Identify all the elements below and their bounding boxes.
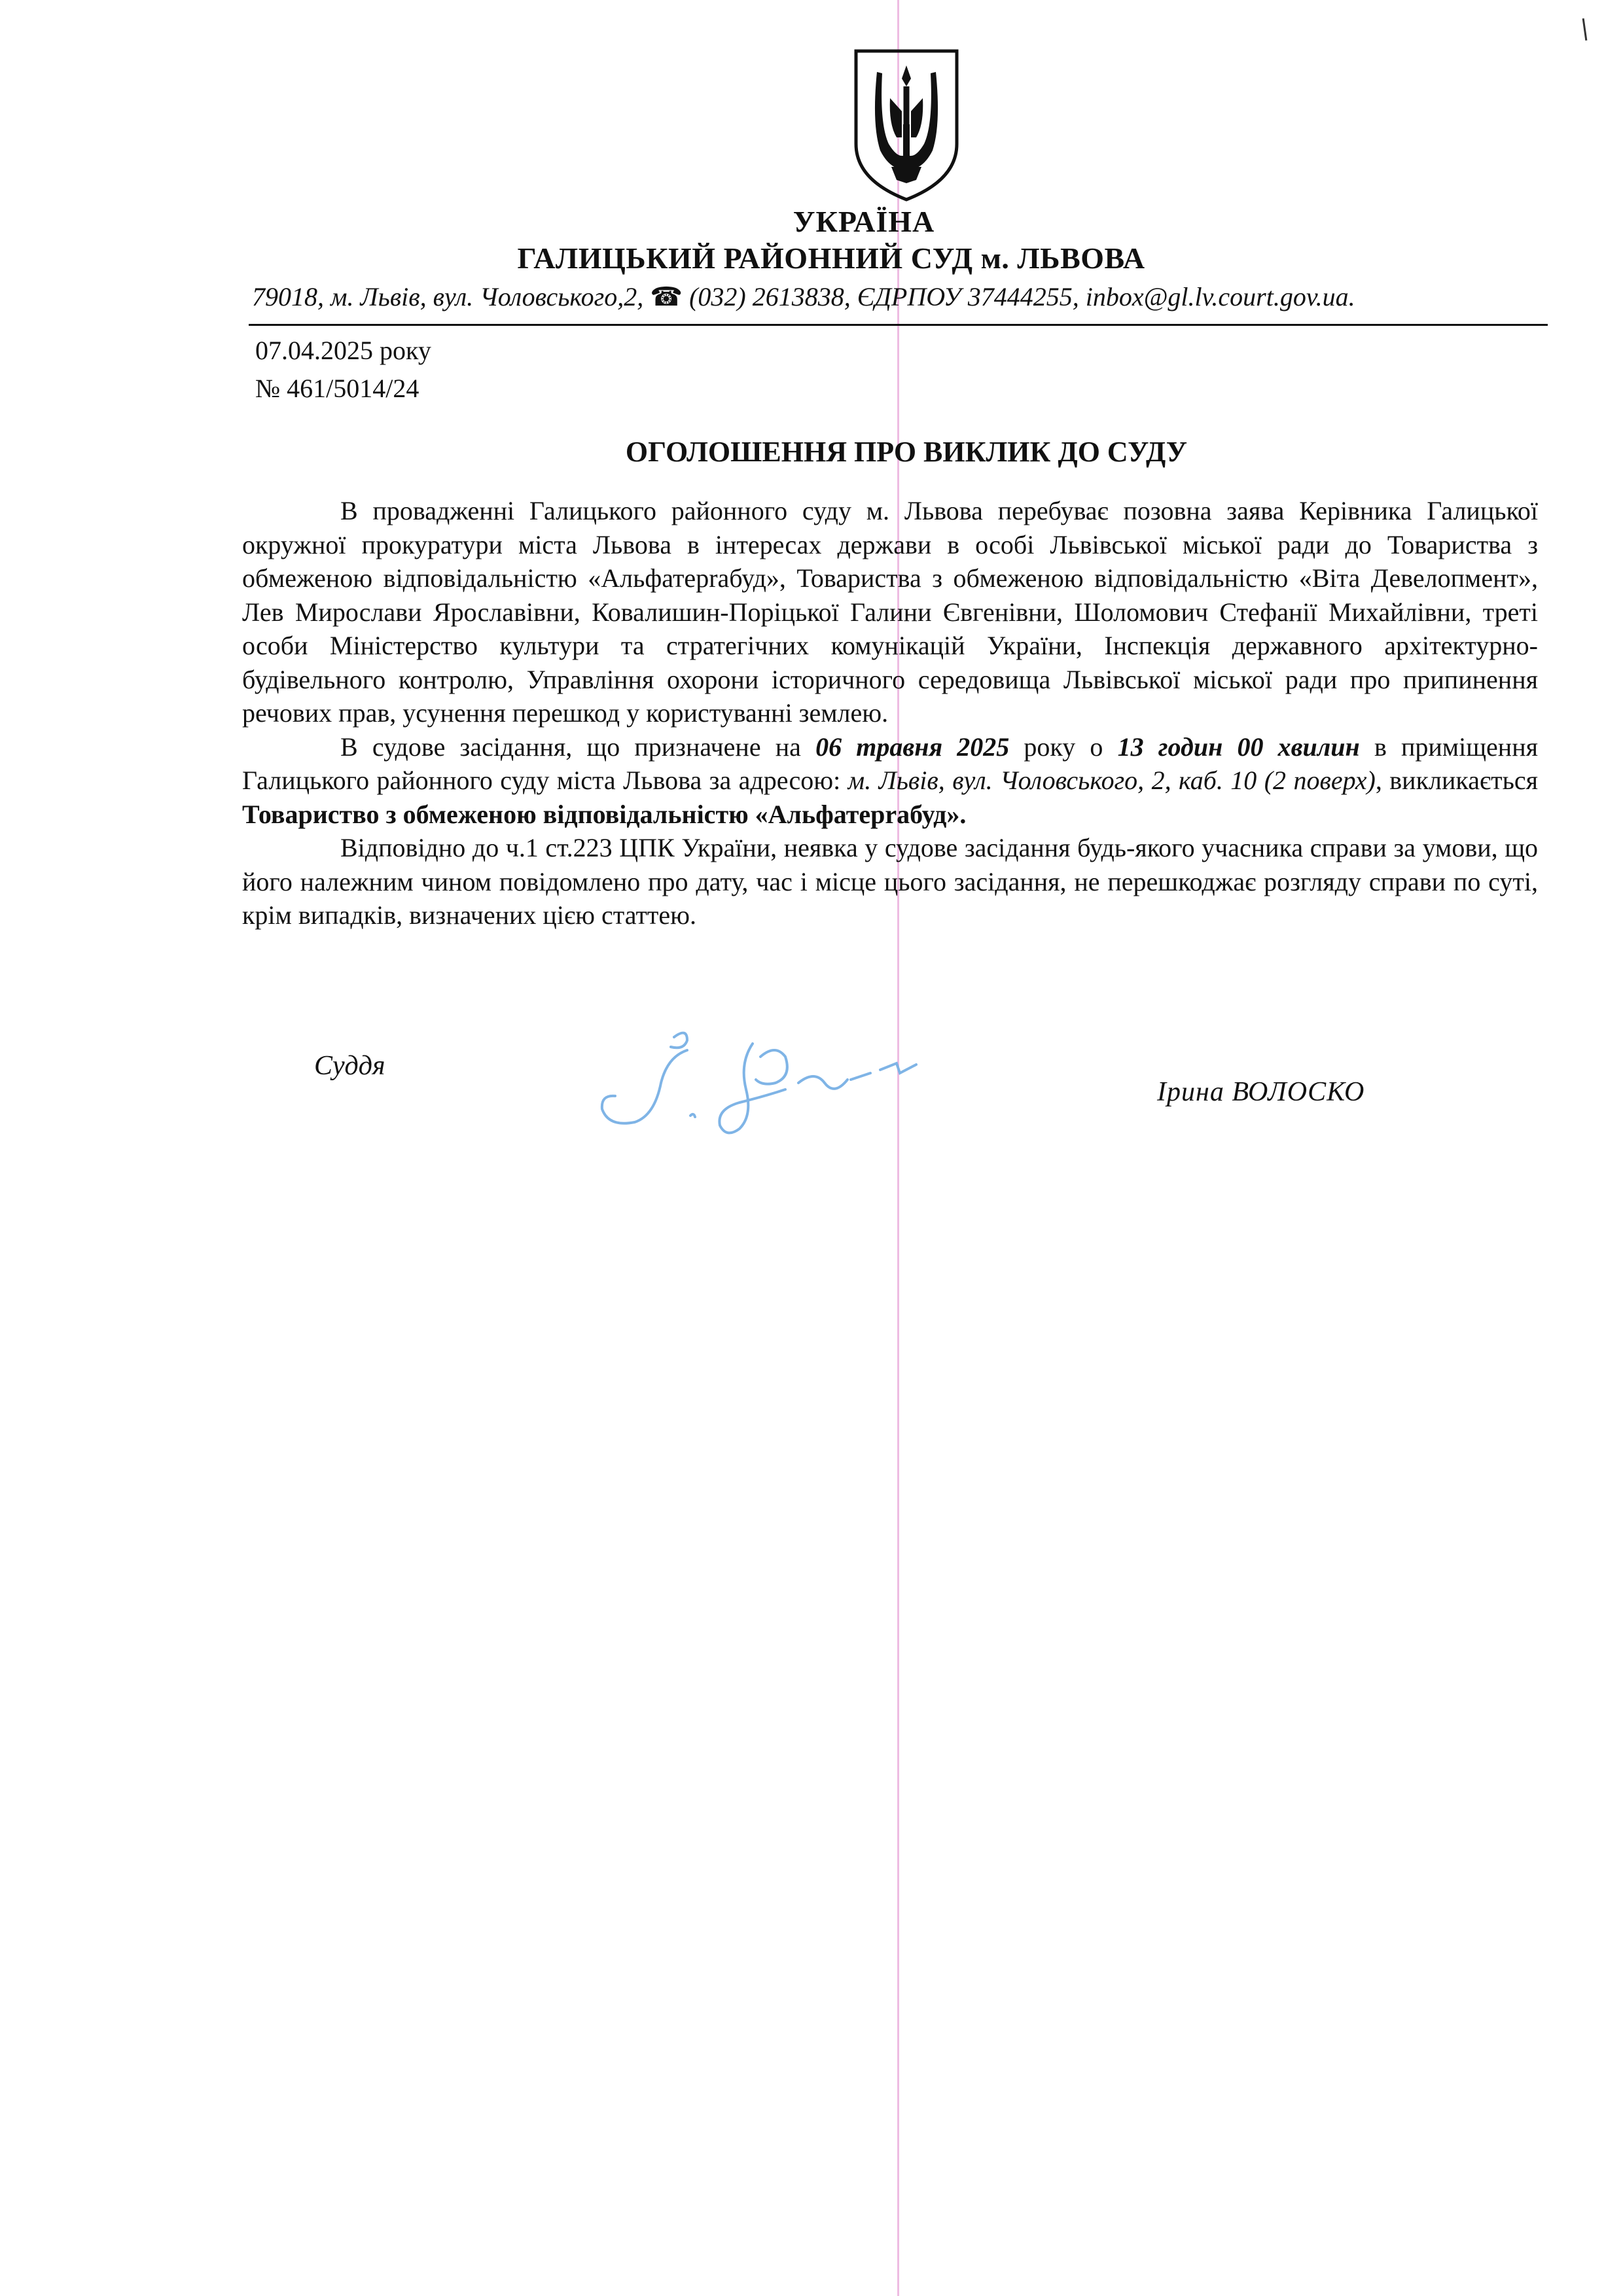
country-heading: УКРАЇНА [793, 205, 935, 238]
case-number: № 461/5014/24 [255, 374, 419, 403]
document-title: ОГОЛОШЕННЯ ПРО ВИКЛИК ДО СУДУ [625, 436, 1188, 468]
header-divider [249, 324, 1548, 326]
paragraph-legal-basis: Відповідно до ч.1 ст.223 ЦПК України, неявка у судове засідання будь-якого учасника справи за умови, що його належним чином повідомлено про дату, час і місце цього засідання, не перешкоджає розгляду справи по суті, крім випадків, визначених цією статтею. [242, 833, 1538, 930]
hearing-text: В судове засідання, що призначене на [340, 732, 816, 762]
summoned-party: Товариство з обмеженою відповідальністю «Альфатерrабуд». [242, 799, 967, 829]
hearing-text: року о [1009, 732, 1118, 762]
hearing-date: 06 травня 2025 [815, 732, 1010, 762]
signer-role: Суддя [314, 1051, 385, 1081]
paragraph-hearing [242, 730, 1538, 832]
court-contacts: (032) 2613838, ЄДРПОУ 37444255, inbox@gl.lv.court.gov.ua. [689, 282, 1355, 311]
handwritten-signature-icon [589, 1017, 955, 1148]
hearing-text: , викликається [1375, 766, 1539, 795]
hearing-text: в приміщення Галицького районного суду міста Львова за адресою: [242, 732, 1538, 795]
court-address-line [252, 281, 1515, 312]
signer-name: Ірина ВОЛОСКО [1157, 1077, 1365, 1107]
hearing-address: м. Львів, вул. Чоловського, 2, каб. 10 (2 поверх) [847, 766, 1376, 795]
paragraph-proceedings: В провадженні Галицького районного суду м. Львова перебуває позовна заява Керівника Галицької окружної прокуратури міста Львова в інтересах держави в особі Львівської міської ради до Товариства з обмеженою відповідальністю «Альфатерrабуд», Товариства з обмеженою відповідальністю «Віта Девелопмент», Лев Мирослави Ярославівни, Ковалишин-Порiцької Галини Євгенівни, Шоломович Стефанії Михайлівни, треті особи Міністерство культури та стратегічних комунікацій України, Інспекція державного архітектурно-будівельного контролю, Управління охорони історичного середовища Львівської міської ради про припинення речових прав, усунення перешкод у користуванні землею. [242, 496, 1538, 728]
court-address: 79018, м. Львів, вул. Чоловського,2, [252, 282, 644, 311]
scan-corner-mark [1582, 18, 1588, 41]
trident-coat-of-arms-icon [851, 46, 962, 203]
telephone-icon: ☎ [650, 282, 683, 311]
court-name-heading: ГАЛИЦЬКИЙ РАЙОННИЙ СУД м. ЛЬВОВА [517, 241, 1145, 275]
document-date: 07.04.2025 року [255, 336, 431, 365]
notice-body [242, 494, 1538, 932]
hearing-time: 13 годин 00 хвилин [1117, 732, 1360, 762]
